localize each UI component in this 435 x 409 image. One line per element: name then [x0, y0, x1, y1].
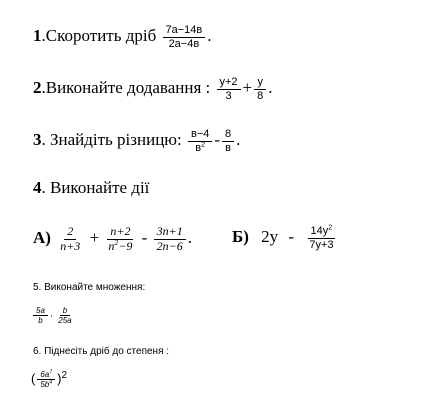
task-2-f2-numerator: у: [254, 76, 266, 90]
task-2-plus: +: [242, 78, 253, 98]
part-a-fraction-3: [154, 225, 186, 254]
part-a-f2-numerator: n+2: [107, 225, 133, 240]
part-a-f2-den-base: n: [108, 238, 115, 253]
task-4-part-a: [33, 225, 192, 254]
task-2-number: 2: [33, 78, 42, 98]
task-6-expression: [31, 370, 67, 389]
task-1-tail: .: [207, 26, 212, 46]
task-5-fraction-1: [33, 306, 48, 325]
task-2-f2-denominator: 8: [257, 89, 264, 102]
task-3-f2-numerator: 8: [222, 128, 234, 142]
part-a-label: А): [33, 228, 51, 248]
task-5-f2-denominator: 25a: [58, 316, 72, 326]
task-6-num-base: 6a: [40, 370, 50, 379]
part-b-numerator: [308, 225, 336, 239]
task-3-f1-denominator: [192, 139, 208, 155]
task-6-text: 6. Піднесіть дріб до степеня :: [33, 346, 170, 357]
task-1-numerator: 7а−14в: [163, 24, 206, 38]
task-1-text: .Скоротить дріб: [41, 26, 157, 46]
part-b-minus: -: [288, 227, 295, 247]
part-a-f1-numerator: 2: [64, 225, 76, 240]
task-5-f2-numerator: b: [60, 306, 70, 316]
part-b-num-base: 14у: [310, 225, 329, 237]
part-a-f3-numerator: 3n+1: [154, 225, 186, 240]
task-6-open-paren: (: [31, 371, 36, 387]
part-a-f2-den-exp: 2: [114, 237, 119, 247]
task-6-den-exp: 4: [49, 379, 53, 386]
task-3-minus: -: [214, 130, 221, 150]
task-2-text: .Виконайте додавання :: [41, 78, 211, 98]
task-3-f2-denominator: в: [225, 141, 232, 154]
task-4: [33, 178, 149, 198]
part-b-denominator: 7у+3: [309, 238, 334, 251]
part-b-num-exp: 2: [328, 223, 333, 232]
part-a-f2-denominator: [105, 237, 135, 254]
task-5-expression: [31, 306, 77, 325]
task-2-f1-denominator: 3: [225, 89, 232, 102]
task-3: [33, 128, 240, 154]
task-5-fraction-2: [55, 306, 74, 325]
part-b-label: Б): [232, 227, 249, 247]
part-a-f3-denominator: 2n−6: [156, 238, 183, 253]
task-2-fraction-1: [217, 76, 241, 102]
part-a-f1-denominator: n+3: [60, 238, 81, 253]
task-6-exponent: 2: [61, 369, 68, 381]
task-4-text: . Виконайте дії: [41, 178, 150, 197]
part-a-fraction-2: [105, 225, 135, 254]
task-6-num-exp: 7: [49, 369, 53, 376]
task-1-denominator: 2а−4в: [168, 37, 200, 50]
part-b-lead: 2у: [261, 227, 279, 247]
task-6-numerator: [37, 370, 55, 380]
part-b-fraction: [306, 225, 336, 251]
task-6-fraction: [37, 370, 55, 389]
task-1: [33, 24, 212, 50]
task-2-tail: .: [268, 78, 273, 98]
task-6-denominator: [37, 380, 55, 389]
task-5-dot: ·: [49, 310, 54, 322]
task-3-fraction-1: [188, 128, 212, 154]
task-3-tail: .: [236, 130, 241, 150]
task-2: [33, 76, 273, 102]
task-2-fraction-2: [254, 76, 266, 102]
part-a-f2-den-tail: −9: [118, 238, 133, 253]
task-5-f1-denominator: b: [38, 316, 43, 326]
task-3-f1-den-base: в: [195, 141, 202, 154]
task-3-fraction-2: [222, 128, 234, 154]
task-2-f1-numerator: у+2: [217, 76, 241, 90]
task-5-text: 5. Виконайте множення:: [33, 282, 146, 293]
part-a-plus: +: [89, 228, 100, 248]
task-6-close-paren: ): [57, 371, 62, 387]
task-1-number: 1: [33, 26, 42, 46]
part-a-fraction-1: [57, 225, 83, 254]
task-3-number: 3: [33, 130, 42, 150]
part-a-minus: -: [141, 228, 148, 248]
task-3-f1-numerator: в−4: [188, 128, 212, 142]
part-a-tail: .: [187, 228, 192, 248]
task-5-f1-numerator: 5a: [33, 306, 48, 316]
task-3-f1-den-exp: 2: [201, 139, 206, 148]
task-1-fraction: [163, 24, 206, 50]
task-6-den-base: 5b: [40, 380, 50, 390]
task-3-text: . Знайдіть різницю:: [41, 130, 182, 150]
task-4-part-b: [232, 225, 339, 251]
task-4-number: 4: [33, 178, 42, 197]
